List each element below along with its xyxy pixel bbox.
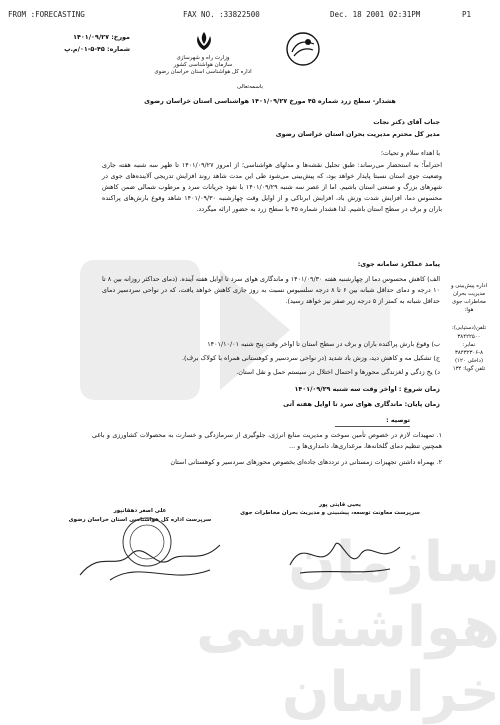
organization-name: سازمان هواشناسی کشور: [173, 62, 233, 68]
impacts-title: پیامد عملکرد سامانه جوی:: [357, 260, 440, 268]
letter-number: شماره: ۴۵-۵-۰۱/م.پ: [64, 45, 130, 53]
sidebar-contact: [440, 282, 498, 373]
advice-title: توصیه :: [386, 416, 410, 424]
department-name: اداره کل هواشناسی استان خراسان رضوی: [154, 69, 252, 75]
meteorology-logo-icon: [282, 30, 324, 68]
ministry-name: وزارت راه و شهرسازی: [176, 55, 230, 61]
sidebar-line-2: مدیریت بحران: [452, 291, 486, 298]
impact-item-c: ج) تشکیل مه و کاهش دید، وزش باد شدید (در نواحی سردسیر و کوهستانی همراه با کولاک برف).: [182, 354, 440, 362]
fax-page: P1: [462, 10, 472, 19]
impact-item-b: ب) وقوع بارش پراکنده باران و برف در سطح استان تا اواخر وقت پنج شنبه ۱۴۰۱/۱۰/۰۱: [207, 340, 440, 348]
official-seal-stamp: [120, 515, 175, 570]
sidebar-phone-label: تلفن(دستیابی):: [452, 325, 486, 332]
sidebar-line-1: اداره پیش‌بینی و: [450, 283, 488, 289]
signatory-right-title: سرپرست معاونت توسعه، پیشبینی و مدیریت بحران مخاطرات جوی: [240, 510, 420, 516]
addressee-name: جناب آقای دکتر نجات: [373, 118, 440, 126]
bismillah: باسمه‌تعالی: [236, 84, 264, 90]
signatory-left-name: علی اصغر دهقانپور: [113, 508, 167, 514]
advice-item-2: ۲. بهمراه داشتن تجهیزات زمستانی در تردد‌های جاده‌ای بخصوص محورهای سردسیر و کوهستانی استان: [170, 458, 442, 466]
fax-number: FAX NO. :33822500: [183, 10, 260, 19]
fax-from: FROM :FORECASTING: [8, 10, 85, 19]
watermark-text: سازمان هواشناسی خراسان: [196, 530, 500, 725]
sidebar-line-4: هوا:: [464, 307, 474, 314]
iran-emblem-icon: [193, 30, 215, 54]
sidebar-short-phone: تلفن گویا: ۱۳۴: [452, 365, 486, 372]
advice-item-1: ۱. تمهیدات لازم در خصوص تأمین سوخت و مدیریت منابع انرژی، جلوگیری از سرمازدگی و خسارت به محصولات کشاورزی و باغی همچنین تنظیم دمای گلخانه‌ها، مرغداری‌ها، دامداری‌ها و ...: [92, 431, 442, 450]
end-time: زمان پایان: ماندگاری هوای سرد تا اوایل هفته آتی: [283, 400, 440, 408]
sidebar-phone: ۳۸۴۲۲۵۰۰: [457, 333, 481, 340]
sidebar-ext: (داخلی ۱۲۰): [454, 357, 484, 364]
signatory-right-name: یحیی قایتی پور: [319, 502, 361, 508]
signatory-left-title: سرپرست اداره کل هواشناسی استان خراسان رضوی: [68, 517, 212, 523]
impact-item-a: الف) کاهش محسوس دما از چهارشنبه هفته ۱۴۰۱/۰۹/۳۰ و ماندگاری هوای سرد تا اوایل هفته آینده. (دمای حداکثر روزانه بین ۸ تا ۱۰ درجه و دمای حداقل شبانه بین ۶ تا ۸ درجه سلسیوس نسبت به روز جاری کاهش خواهد یافت، که در نواحی سردسیر دمای حداقل شبانه به کمتر از ۵ درجه زیر صفر نیز خواهد رسید).: [101, 275, 440, 305]
greeting: با اهداء سلام و تحیات؛: [380, 149, 440, 157]
addressee-title: مدیر کل محترم مدیریت بحران استان خراسان رضوی: [275, 130, 440, 138]
warning-title: هشدار- سطح زرد شماره ۴۵ مورخ ۱۴۰۱/۰۹/۲۷ هواشناسی استان خراسان رضوی: [144, 97, 396, 105]
letter-date: مورخ: ۱۴۰۱/۰۹/۲۷: [73, 33, 130, 41]
fax-datetime: Dec. 18 2001 02:31PM: [330, 10, 421, 19]
body-paragraph: احتراماً؛ به استحضار می‌رساند: طبق تحلیل نقشه‌ها و مدلهای هواشناسی؛ از امروز ۱۴۰۱/۰۹/۲۷ تا ظهر سه شنبه هفته جاری وضعیت جوی استان نسبتا پایدار خواهد بود، که پیش‌بینی می‌شود طی این مدت شاهد روند افزایش تدریجی آلاینده‌های جوی در شهرهای بزرگ و صنعتی استان باشیم. اما از عصر سه شنبه ۱۴۰۱/۰۹/۲۹ با نفوذ جریانات سرد و مرطوب شمالی ضمن کاهش محسوس دما، افزایش شدت وزش باد، افزایش ابرناکی و از اوایل وقت چهارشنبه ۱۴۰۱/۰۹/۳۰ شاهد وقوع بارش‌های پراکنده باران و برف در سطح استان باشیم. لذا هشدار شماره ۴۵ با سطح زرد به حضور ارائه میگردد.: [102, 161, 442, 213]
signature-right: [280, 525, 410, 585]
advice-underline: [335, 426, 410, 427]
start-time: زمان شروع : اواخر وقت سه شنبه ۱۴۰۱/۰۹/۲۹: [294, 385, 440, 393]
sidebar-fax: ۳۸۴۳۲۳۰۶-۸: [454, 349, 483, 356]
sidebar-fax-label: نمابر:: [462, 341, 476, 348]
sidebar-line-3: مخاطرات جوی: [452, 299, 486, 306]
impact-item-d: د) یخ زدگی و لغزندگی محورها و احتمال اختلال در سیستم حمل و نقل استان.: [236, 368, 440, 376]
